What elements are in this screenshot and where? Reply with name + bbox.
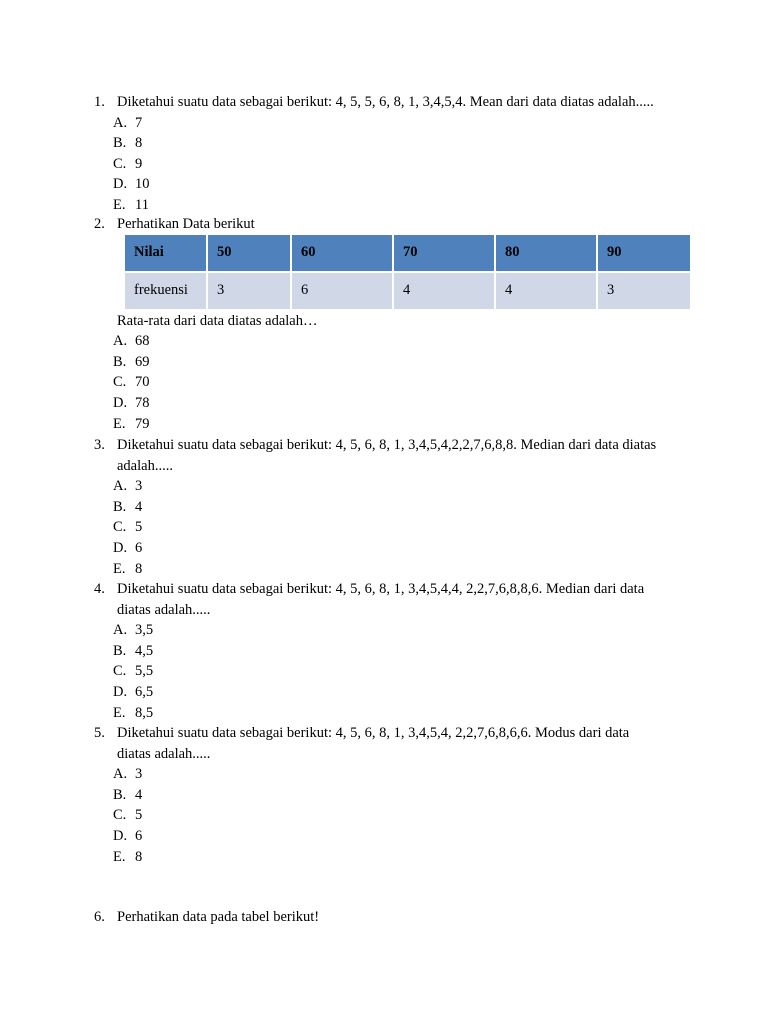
table-row (125, 273, 692, 311)
question-number: 6. (94, 909, 105, 925)
option-a: A. 7 (113, 114, 143, 131)
table-header-row (125, 235, 692, 273)
option-e: E. 11 (113, 196, 149, 213)
table-cell: frekuensi (125, 273, 208, 311)
question-6 (94, 907, 694, 928)
option-a: A. 3 (113, 478, 143, 495)
option-e: E. 8 (113, 560, 143, 577)
option-a: A. 68 (113, 333, 150, 350)
option-list (94, 331, 694, 434)
question-number: 4. (94, 581, 105, 597)
question-text: Diketahui suatu data sebagai berikut: 4, 5, 6, 8, 1, 3,4,5,4, 2,2,7,6,8,6,6. Modus dari data (117, 725, 630, 741)
table-cell: 4 (496, 273, 598, 311)
option-e: E. 8,5 (113, 704, 154, 721)
option-e: E. 8 (113, 848, 143, 865)
question-1 (94, 92, 694, 216)
option-d: D. 10 (113, 176, 150, 193)
option-d: D. 6 (113, 827, 143, 844)
question-text-continued: diatas adalah..... (117, 745, 211, 762)
question-number: 3. (94, 437, 105, 453)
table-cell: 70 (394, 235, 496, 273)
option-c: C. 5 (113, 519, 143, 536)
option-b: B. 8 (113, 135, 143, 152)
table-cell: 3 (598, 273, 692, 311)
table-cell: Nilai (125, 235, 208, 273)
question-text: Diketahui suatu data sebagai berikut: 4, 5, 5, 6, 8, 1, 3,4,5,4. Mean dari data diatas adalah..... (117, 94, 654, 110)
question-text-continued: adalah..... (117, 457, 173, 474)
option-list (94, 113, 694, 216)
option-list (94, 476, 694, 579)
table-cell: 80 (496, 235, 598, 273)
option-c: C. 5 (113, 807, 143, 824)
option-b: B. 69 (113, 353, 150, 370)
option-a: A. 3 (113, 766, 143, 783)
question-text: Diketahui suatu data sebagai berikut: 4, 5, 6, 8, 1, 3,4,5,4,2,2,7,6,8,8. Median dari data diatas (117, 437, 657, 453)
option-c: C. 5,5 (113, 663, 154, 680)
option-b: B. 4 (113, 786, 143, 803)
option-c: C. 70 (113, 374, 150, 391)
question-4 (94, 579, 694, 723)
question-3 (94, 435, 694, 579)
option-e: E. 79 (113, 415, 150, 432)
question-text: Diketahui suatu data sebagai berikut: 4, 5, 6, 8, 1, 3,4,5,4,4, 2,2,7,6,8,8,6. Median dari data (117, 581, 645, 597)
table-cell: 60 (292, 235, 394, 273)
option-list (94, 764, 694, 867)
table-cell: 3 (208, 273, 292, 311)
option-d: D. 6,5 (113, 683, 154, 700)
option-b: B. 4 (113, 498, 143, 515)
table-cell: 50 (208, 235, 292, 273)
question-number: 1. (94, 94, 105, 110)
question-note: Rata-rata dari data diatas adalah… (117, 312, 318, 329)
option-d: D. 6 (113, 539, 143, 556)
table-cell: 90 (598, 235, 692, 273)
question-number: 5. (94, 725, 105, 741)
table-cell: 4 (394, 273, 496, 311)
question-5 (94, 723, 694, 867)
option-b: B. 4,5 (113, 642, 154, 659)
option-list (94, 620, 694, 723)
question-text-continued: diatas adalah..... (117, 601, 211, 618)
option-a: A. 3,5 (113, 622, 154, 639)
option-c: C. 9 (113, 155, 143, 172)
table-cell: 6 (292, 273, 394, 311)
question-text: Perhatikan data pada tabel berikut! (117, 909, 320, 925)
question-2 (94, 214, 694, 434)
data-table (125, 235, 692, 311)
question-text: Perhatikan Data berikut (117, 216, 255, 232)
question-number: 2. (94, 216, 105, 232)
option-d: D. 78 (113, 394, 150, 411)
